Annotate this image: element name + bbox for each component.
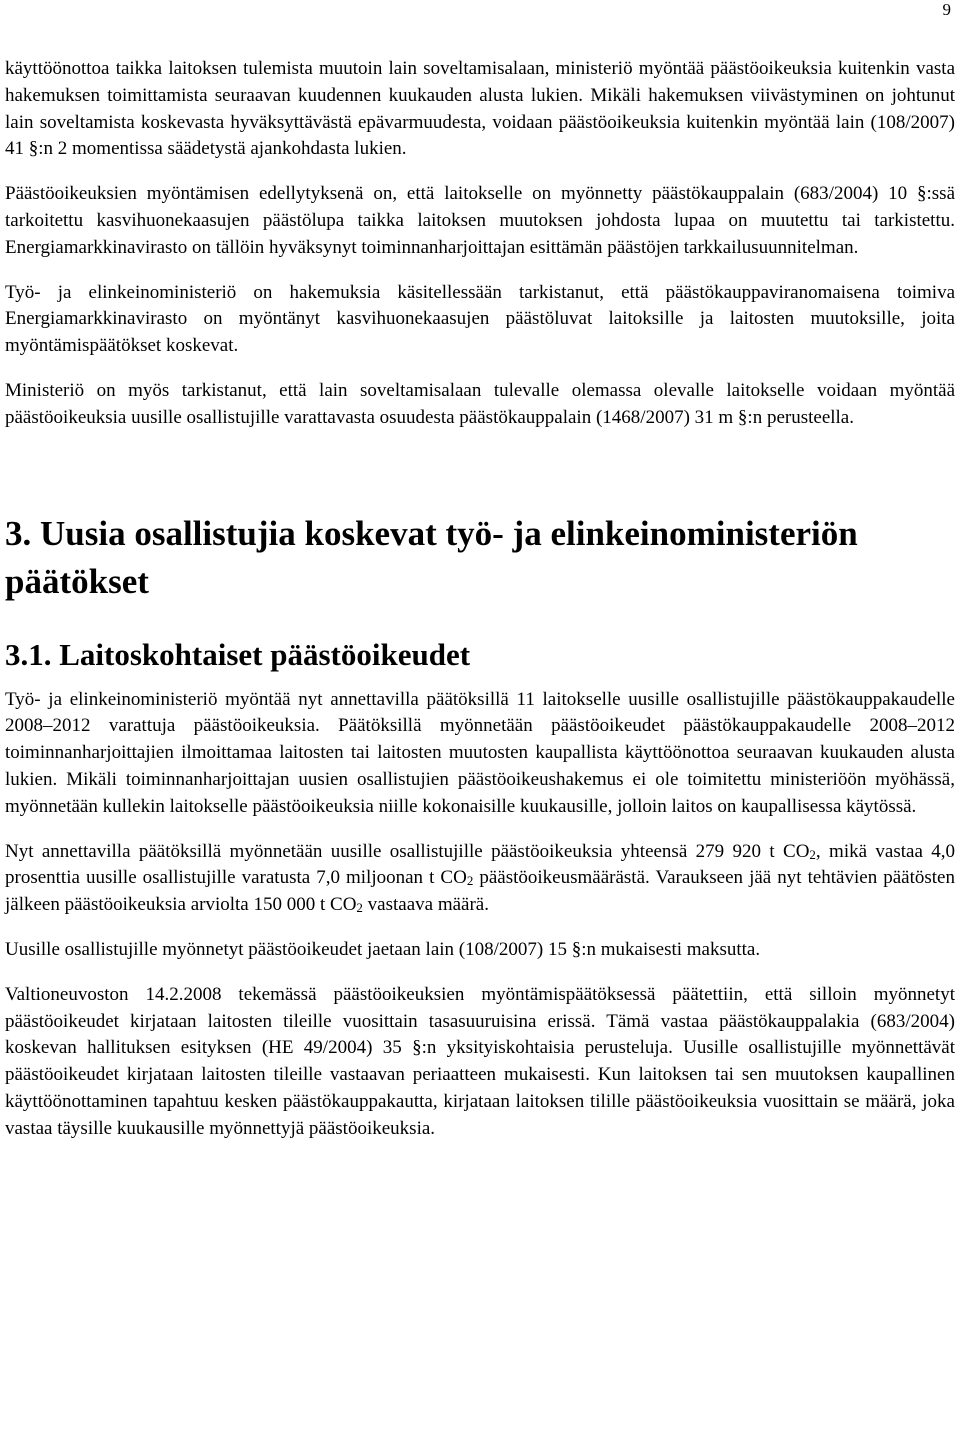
paragraph-existing-installation: Ministeriö on myös tarkistanut, että lain soveltamisalaan tulevalle olemassa olevalle laitokselle voidaan myöntää päästöoikeuksia uusille osallistujille varattavasta osuudesta päästökauppalain (1468/2007) 31 m §:n perusteella. xyxy=(5,379,955,428)
paragraph-decisions-granted: Työ- ja elinkeinoministeriö myöntää nyt annettavilla päätöksillä 11 laitokselle uusille osallistujille päästökauppakaudelle 2008–2012 varattuja päästöoikeuksia. Päätöksillä myönnetään päästöoikeudet päästökauppakaudelle 2008–2012 toiminnanharjoittajien ilmoittamaa laitosten tai laitosten muutosten kaupallista käyttöönottoa seuraavan kuukauden alusta lukien. Mikäli toiminnanharjoittajan uusien osallistujien päästöoikeushakemus ei ole toimitettu ministeriöön myöhässä, myönnetään kullekin laitokselle päästöoikeuksia niille kokonaisille kuukausille, jolloin laitos on kaupallisessa käytössä. xyxy=(5,688,955,817)
subsection-heading: 3.1. Laitoskohtaiset päästöoikeudet xyxy=(5,636,471,672)
paragraph-application-delay: käyttöönottoa taikka laitoksen tulemista muutoin lain soveltamisalaan, ministeriö myöntää päästöoikeuksia kuitenkin vasta hakemuksen toimittamista seuraavan kuudennen kuukauden alusta lukien. Mikäli hakemuksen viivästyminen on johtunut lain soveltamista koskevasta hyväksyttävästä epävarmuudesta, voidaan päästöoikeuksia kuitenkin myöntää lain (108/2007) 41 §:n 2 momentissa säädetystä ajankohdasta lukien. xyxy=(5,58,955,160)
subscript: 2 xyxy=(356,900,363,916)
text-fragment: , mikä vastaa 4,0 prosenttia uusille osallistujille varatusta 7,0 miljoonan t CO xyxy=(5,840,955,889)
subscript: 2 xyxy=(466,873,474,889)
paragraph-total-allowances xyxy=(5,839,955,919)
paragraph-free-allocation: Uusille osallistujille myönnetyt päästöoikeudet jaetaan lain (108/2007) 15 §:n mukaisesti maksutta. xyxy=(5,938,761,960)
text-fragment: vastaava määrä. xyxy=(362,894,489,916)
section-heading: 3. Uusia osallistujia koskevat työ- ja elinkeinoministeriön päätökset xyxy=(5,513,858,601)
page-number: 9 xyxy=(942,0,951,19)
document-body xyxy=(5,56,955,1143)
text-fragment: päästöoikeusmäärästä. Varaukseen jää nyt tehtävien päätösten jälkeen päästöoikeuksia arviolta 150 000 t CO xyxy=(5,867,955,916)
paragraph-ministry-review: Työ- ja elinkeinoministeriö on hakemuksia käsitellessään tarkistanut, että päästökauppaviranomaisena toimiva Energiamarkkinavirasto on myöntänyt kasvihuonekaasujen päästöluvat laitoksille ja laitosten muutoksille, joita myöntämispäätökset koskevat. xyxy=(5,281,955,357)
text-fragment: Nyt annettavilla päätöksillä myönnetään uusille osallistujille päästöoikeuksia yhteensä 279 920 t CO xyxy=(5,840,810,862)
paragraph-permit-requirement: Päästöoikeuksien myöntämisen edellytyksenä on, että laitokselle on myönnetty päästökauppalain (683/2004) 10 §:ssä tarkoitettu kasvihuonekaasujen päästölupa taikka laitoksen muutoksen johdosta lupaa on muutettu tai tarkistettu. Energiamarkkinavirasto on tällöin hyväksynyt toiminnanharjoittajan esittämän päästöjen tarkkailusuunnitelman. xyxy=(5,183,955,258)
paragraph-account-registration: Valtioneuvoston 14.2.2008 tekemässä päästöoikeuksien myöntämispäätöksessä päätettiin, että silloin myönnetyt päästöoikeudet kirjataan laitosten tileille vuosittain tasasuuruisina erissä. Tämä vastaa päästökauppalakia (683/2004) koskevan hallituksen esityksen (HE 49/2004) 35 §:n yksityiskohtaisia perusteluja. Uusille osallistujille myönnettävät päästöoikeudet kirjataan laitosten tileille vastaavan periaatteen mukaisesti. Kun laitoksen tai sen muutoksen kaupallinen käyttöönottaminen tapahtuu kesken päästökauppakautta, kirjataan laitoksen tilille päästöoikeuksia vuosittain se määrä, joka vastaa täysille kuukausille myönnettyjä päästöoikeuksia. xyxy=(5,983,955,1139)
subscript: 2 xyxy=(809,846,816,862)
